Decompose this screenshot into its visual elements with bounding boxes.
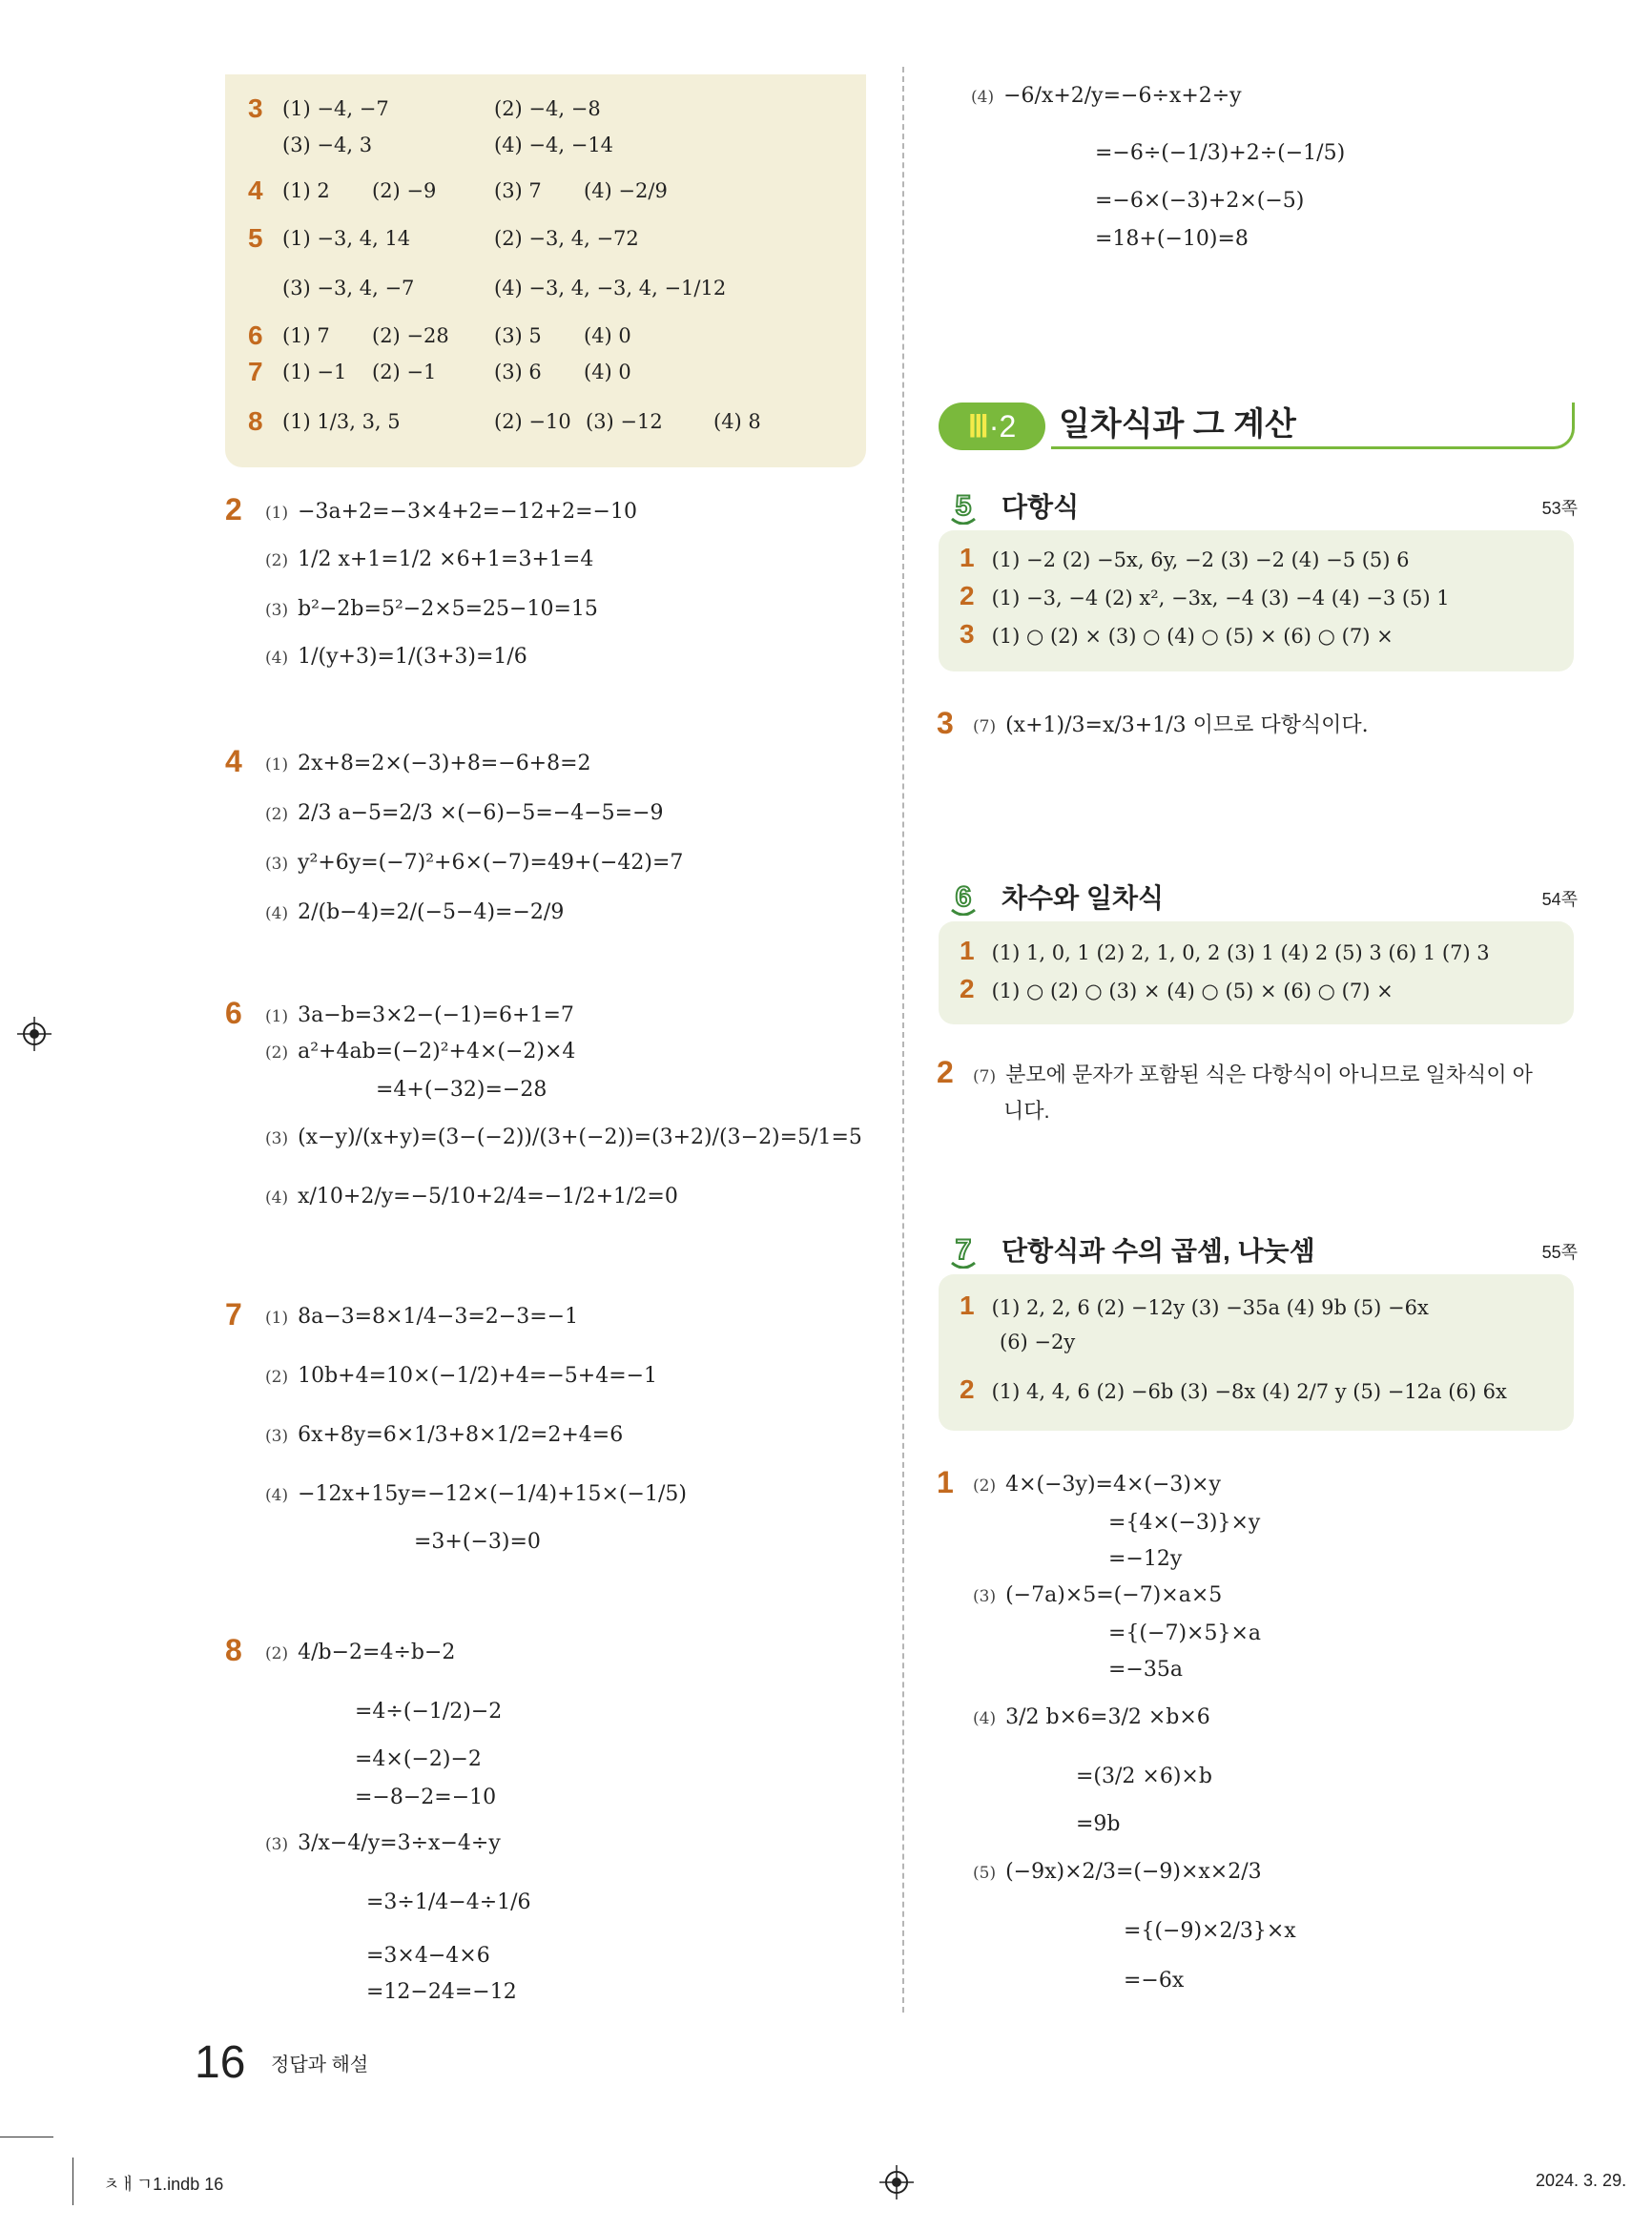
print-file-info: ㅊㅐㄱ1.indb 16	[103, 2175, 224, 2194]
solution-line	[265, 639, 527, 676]
answer-row	[960, 540, 1410, 576]
registration-mark-icon	[17, 1017, 52, 1051]
solution-line	[973, 708, 1369, 745]
equation: 2/(b−4)=2/(−5−4)=−2/9	[298, 900, 565, 924]
solution-line	[265, 1476, 687, 1514]
solution-line	[1108, 1505, 1260, 1541]
note-text: 니다.	[1003, 1099, 1050, 1123]
solution-line	[355, 1694, 502, 1730]
equation: 4×(−3y)=4×(−3)×y	[1005, 1473, 1221, 1497]
answer-text: (1) 1, 0, 1 (2) 2, 1, 0, 2 (3) 1 (4) 2 (5) 3 (6) 1 (7) 3	[991, 941, 1490, 964]
answer-box	[225, 74, 866, 467]
solution-number: 1	[937, 1465, 954, 1499]
answer-number: 3	[960, 619, 975, 649]
item-label: (3)	[265, 855, 289, 874]
equation: 8a−3=8×1/4−3=2−3=−1	[298, 1305, 579, 1329]
subsection-title: 단항식과 수의 곱셈, 나눗셈	[1002, 1236, 1315, 1266]
answer-cell: (3) 6	[494, 361, 542, 383]
page-reference: 54쪽	[1541, 890, 1578, 909]
item-label: (3)	[265, 1129, 289, 1148]
answer-number: 5	[248, 223, 263, 253]
print-date: 2024. 3. 29.	[1536, 2171, 1627, 2190]
equation: (−7a)×5=(−7)×a×5	[1005, 1583, 1223, 1607]
item-label: (7)	[973, 717, 997, 736]
answer-text: (1) 2, 2, 6 (2) −12y (3) −35a (4) 9b (5) −6x	[991, 1296, 1429, 1319]
solution-line	[265, 1417, 623, 1455]
answer-row	[960, 616, 1394, 652]
answer-row	[248, 126, 858, 164]
solution-line	[366, 1974, 517, 2011]
answer-number: 2	[960, 974, 975, 1003]
item-label: (1)	[265, 755, 289, 774]
equation: 3/x−4/y=3÷x−4÷y	[298, 1831, 501, 1855]
item-label: (4)	[265, 1188, 289, 1208]
answer-row	[248, 269, 858, 307]
solution-line	[1124, 1963, 1184, 1999]
equation: =4÷(−1/2)−2	[355, 1700, 503, 1724]
equation: 2/3 a−5=2/3 ×(−6)−5=−4−5=−9	[298, 801, 664, 825]
solution-line	[1095, 183, 1304, 219]
equation: 1/(y+3)=1/(3+3)=1/6	[298, 645, 527, 669]
answer-number: 4	[248, 176, 263, 205]
solution-line	[973, 1700, 1210, 1737]
subsection-header	[948, 878, 1578, 919]
equation: =18+(−10)=8	[1095, 227, 1249, 251]
answer-box	[939, 921, 1574, 1024]
solution-line	[265, 746, 591, 783]
solution-line	[265, 998, 574, 1035]
answer-cell: (3) 5	[494, 324, 542, 347]
solution-line	[1108, 1541, 1182, 1578]
answer-text: (1) −3, −4 (2) x², −3x, −4 (3) −4 (4) −3 (5) 1	[991, 587, 1450, 609]
page-reference: 53쪽	[1541, 499, 1578, 518]
answer-cell: (2) −28	[372, 324, 449, 347]
answer-cell: (1) 1/3, 3, 5	[282, 410, 401, 433]
item-label: (4)	[265, 1486, 289, 1505]
column-divider	[902, 67, 904, 2013]
item-label: (4)	[265, 649, 289, 668]
answer-cell: (1) 7	[282, 324, 330, 347]
answer-cell: (1) −4, −7	[282, 97, 389, 120]
solution-number: 7	[225, 1297, 242, 1332]
equation: b²−2b=5²−2×5=25−10=15	[298, 597, 598, 621]
solution-line	[265, 795, 664, 833]
page-number: 16	[195, 2037, 246, 2088]
registration-mark-icon	[879, 2165, 914, 2199]
equation: (x+1)/3=x/3+1/3 이므로 다항식이다.	[1005, 713, 1369, 737]
solution-line	[414, 1524, 541, 1560]
solution-line	[971, 78, 1242, 115]
solution-number: 3	[937, 706, 954, 740]
solution-line	[1095, 221, 1249, 258]
answer-text: (1) ○ (2) ○ (3) × (4) ○ (5) × (6) ○ (7) ×	[991, 980, 1394, 1002]
answer-text: (1) −2 (2) −5x, 6y, −2 (3) −2 (4) −5 (5) 6	[991, 548, 1410, 571]
equation: ={4×(−3)}×y	[1108, 1511, 1261, 1535]
solution-line	[973, 1854, 1262, 1891]
solution-line	[1108, 1616, 1261, 1652]
answer-cell: (4) −3, 4, −3, 4, −1/12	[494, 277, 727, 299]
subsection-title: 차수와 일차식	[1002, 883, 1165, 913]
section-title: 일차식과 그 계산	[1051, 403, 1575, 449]
equation: 2x+8=2×(−3)+8=−6+8=2	[298, 752, 591, 775]
answer-row	[248, 353, 858, 391]
equation: =4+(−32)=−28	[376, 1078, 547, 1102]
solution-line	[265, 1034, 575, 1071]
answer-number: 8	[248, 406, 263, 436]
solution-line	[265, 494, 637, 531]
equation: −12x+15y=−12×(−1/4)+15×(−1/5)	[298, 1482, 687, 1506]
solution-line	[265, 1179, 678, 1216]
equation: =−6×(−3)+2×(−5)	[1095, 189, 1305, 213]
equation: (−9x)×2/3=(−9)×x×2/3	[1005, 1860, 1262, 1884]
answer-cell: (1) −1	[282, 361, 347, 383]
solution-line	[265, 1299, 578, 1336]
solution-line	[973, 1057, 1533, 1095]
item-label: (1)	[265, 504, 289, 523]
answer-cell: (4) 0	[584, 361, 631, 383]
item-label: (1)	[265, 1007, 289, 1026]
answer-cell: (3) −3, 4, −7	[282, 277, 415, 299]
equation: ={(−7)×5}×a	[1108, 1621, 1262, 1645]
lesson-5-icon	[948, 486, 979, 525]
equation: x/10+2/y=−5/10+2/4=−1/2+1/2=0	[298, 1185, 678, 1208]
item-label: (2)	[265, 551, 289, 570]
equation: =−6x	[1124, 1969, 1185, 1993]
item-label: (2)	[265, 805, 289, 824]
section-number: ·2	[988, 409, 1017, 444]
solution-line	[1095, 135, 1345, 172]
answer-text: (6) −2y	[1000, 1331, 1076, 1353]
solution-number: 8	[225, 1633, 242, 1667]
answer-row	[960, 1372, 1507, 1408]
item-label: (4)	[973, 1709, 997, 1728]
item-label: (1)	[265, 1309, 289, 1328]
solution-line	[1108, 1652, 1183, 1688]
item-label: (2)	[265, 1368, 289, 1387]
solution-line	[1124, 1913, 1296, 1950]
equation: −6/x+2/y=−6÷x+2÷y	[1003, 84, 1242, 108]
equation: ={(−9)×2/3}×x	[1124, 1919, 1296, 1943]
item-label: (4)	[971, 88, 995, 107]
answer-number: 2	[960, 581, 975, 610]
answer-box	[939, 1274, 1574, 1431]
answer-number: 7	[248, 357, 263, 386]
solution-line	[1076, 1807, 1121, 1843]
answer-number: 1	[960, 543, 975, 572]
equation: 1/2 x+1=1/2 ×6+1=3+1=4	[298, 547, 594, 571]
crop-mark	[72, 2158, 73, 2205]
item-label: (7)	[973, 1067, 997, 1086]
answer-cell: (2) −9	[372, 179, 437, 202]
item-label: (4)	[265, 904, 289, 923]
answer-row	[1000, 1324, 1075, 1360]
answer-cell: (4) −4, −14	[494, 134, 614, 156]
answer-number: 2	[960, 1374, 975, 1404]
svg-text:7: 7	[955, 1234, 972, 1266]
footer-label: 정답과 해설	[271, 2054, 369, 2075]
answer-row	[248, 172, 858, 210]
answer-row	[248, 403, 858, 441]
section-header	[939, 403, 1578, 450]
solution-line	[265, 845, 683, 882]
solution-line	[366, 1885, 531, 1921]
solution-line	[265, 542, 593, 579]
equation: =3×4−4×6	[366, 1944, 490, 1968]
solution-line	[355, 1780, 496, 1816]
equation: =3÷1/4−4÷1/6	[366, 1890, 531, 1914]
section-badge	[939, 403, 1045, 450]
answer-cell: (3) 7	[494, 179, 542, 202]
equation: 10b+4=10×(−1/2)+4=−5+4=−1	[298, 1364, 658, 1388]
lesson-6-icon	[948, 878, 979, 916]
solution-line	[265, 895, 564, 932]
equation: a²+4ab=(−2)²+4×(−2)×4	[298, 1040, 576, 1063]
solution-line	[265, 1358, 657, 1395]
solution-number: 2	[225, 492, 242, 527]
answer-number: 1	[960, 936, 975, 965]
equation: −3a+2=−3×4+2=−12+2=−10	[298, 500, 637, 524]
equation: =−6÷(−1/3)+2÷(−1/5)	[1095, 141, 1346, 165]
answer-text: (1) 4, 4, 6 (2) −6b (3) −8x (4) 2/7 y (5) −12a (6) 6x	[991, 1380, 1507, 1403]
subsection-header	[948, 486, 1578, 528]
equation: =(3/2 ×6)×b	[1076, 1765, 1212, 1788]
answer-cell: (2) −3, 4, −72	[494, 227, 639, 250]
answer-row	[960, 971, 1394, 1007]
subsection-title: 다항식	[1002, 492, 1080, 522]
equation: 3a−b=3×2−(−1)=6+1=7	[298, 1003, 574, 1027]
answer-row	[960, 1288, 1429, 1324]
answer-row	[248, 90, 858, 128]
lesson-7-icon	[948, 1230, 979, 1269]
solution-line	[973, 1578, 1222, 1615]
page-reference: 55쪽	[1541, 1243, 1578, 1262]
solution-number: 6	[225, 996, 242, 1030]
answer-row	[248, 219, 858, 258]
equation: =4×(−2)−2	[355, 1747, 482, 1771]
answer-cell: (2) −10	[494, 410, 571, 433]
solution-line	[355, 1742, 482, 1778]
answer-cell: (4) 0	[584, 324, 631, 347]
answer-cell: (2) −1	[372, 361, 437, 383]
answer-cell: (4) 8	[713, 410, 761, 433]
answer-text: (1) ○ (2) × (3) ○ (4) ○ (5) × (6) ○ (7) ×	[991, 625, 1394, 648]
equation: =−35a	[1108, 1658, 1183, 1682]
equation: 6x+8y=6×1/3+8×1/2=2+4=6	[298, 1423, 624, 1447]
svg-text:5: 5	[955, 490, 972, 522]
answer-number: 6	[248, 320, 263, 350]
answer-number: 1	[960, 1291, 975, 1320]
item-label: (3)	[265, 601, 289, 620]
solution-line	[366, 1938, 490, 1974]
item-label: (3)	[265, 1427, 289, 1446]
answer-cell: (2) −4, −8	[494, 97, 601, 120]
equation: =12−24=−12	[366, 1980, 517, 2004]
equation: (x−y)/(x+y)=(3−(−2))/(3+(−2))=(3+2)/(3−2)=5/1=5	[298, 1125, 862, 1149]
equation: =3+(−3)=0	[414, 1530, 541, 1554]
solution-number: 2	[937, 1055, 954, 1089]
solution-number: 4	[225, 744, 242, 778]
solution-line	[265, 1120, 862, 1157]
equation: =9b	[1076, 1812, 1121, 1836]
item-label: (2)	[265, 1043, 289, 1063]
answer-row	[960, 578, 1450, 614]
equation: =−8−2=−10	[355, 1786, 497, 1809]
subsection-header	[948, 1230, 1578, 1272]
item-label: (2)	[265, 1644, 289, 1663]
solution-line	[265, 1826, 501, 1863]
solution-line	[973, 1467, 1221, 1504]
svg-text:6: 6	[955, 881, 972, 913]
solution-line	[376, 1072, 547, 1108]
item-label: (3)	[973, 1587, 997, 1606]
equation: 4/b−2=4÷b−2	[298, 1641, 456, 1664]
note-text: 분모에 문자가 포함된 식은 다항식이 아니므로 일차식이 아	[1005, 1063, 1533, 1086]
item-label: (2)	[973, 1476, 997, 1496]
answer-cell: (1) 2	[282, 179, 330, 202]
answer-cell: (1) −3, 4, 14	[282, 227, 411, 250]
solution-line	[265, 591, 598, 629]
section-roman: Ⅲ	[967, 409, 989, 444]
answer-row	[960, 933, 1490, 969]
equation: y²+6y=(−7)²+6×(−7)=49+(−42)=7	[298, 851, 684, 875]
answer-number: 3	[248, 93, 263, 123]
item-label: (5)	[973, 1864, 997, 1883]
item-label: (3)	[265, 1835, 289, 1854]
answer-box	[939, 530, 1574, 671]
answer-cell: (3) −4, 3	[282, 134, 373, 156]
answer-cell: (4) −2/9	[584, 179, 668, 202]
equation: 3/2 b×6=3/2 ×b×6	[1005, 1705, 1210, 1729]
equation: =−12y	[1108, 1547, 1183, 1571]
answer-cell: (3) −12	[586, 410, 663, 433]
solution-line	[1076, 1759, 1212, 1795]
solution-line	[265, 1635, 455, 1672]
answer-row	[248, 317, 858, 355]
